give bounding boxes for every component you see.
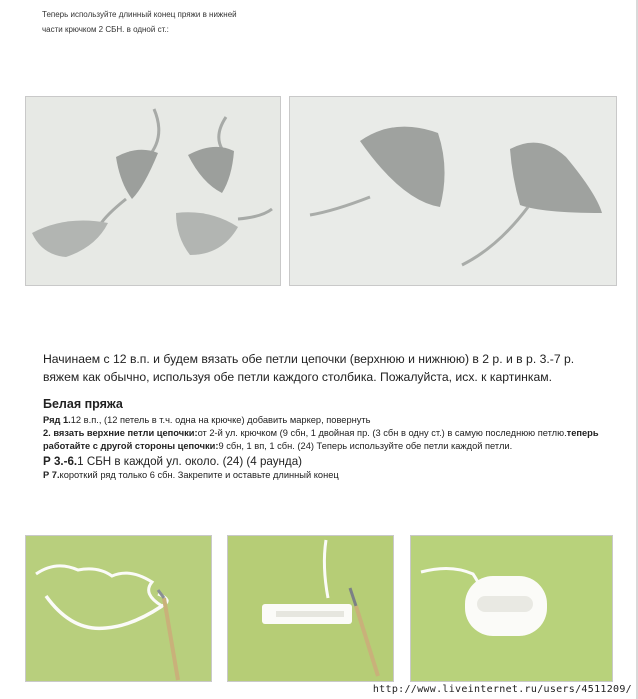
row-2-label: 2. вязать верхние петли цепочки: — [43, 428, 198, 439]
row-2-text-b: 9 сбн, 1 вп, 1 сбн. (24) Теперь используйте обе петли каждой петли. — [218, 441, 513, 452]
watermark-url: http://www.liveinternet.ru/users/4511209/ — [372, 684, 632, 695]
row-1-text: 12 в.п., (12 петель в т.ч. одна на крючке) добавить маркер, повернуть — [70, 415, 371, 425]
photo-white-oval — [410, 535, 613, 682]
photo-white-rows — [227, 535, 394, 682]
photo-gray-triangles-with-yarn — [25, 96, 281, 286]
photo-white-chain — [25, 535, 212, 682]
row-1 — [43, 414, 603, 427]
section-title: Белая пряжа — [43, 397, 123, 411]
row-7-text: короткий ряд только 6 сбн. Закрепите и оставьте длинный конец — [59, 469, 339, 480]
row-3-6 — [43, 454, 603, 469]
row-2 — [43, 427, 603, 453]
photo-gray-triangles-closeup — [289, 96, 617, 286]
intro-text: Начинаем с 12 в.п. и будем вязать обе петли цепочки (верхнюю и нижнюю) в 2 р. и в р. 3.-7 р. вяжем как обычно, используя обе петли каждого столбика. Пожалуйста, исх. к картинкам. — [43, 352, 575, 384]
row-7 — [43, 469, 603, 482]
row-3-6-label: Р 3.-6. — [43, 454, 78, 468]
row-1-label: Ряд 1. — [43, 415, 71, 425]
top-note-line1: Теперь используйте длинный конец пряжи в нижней — [42, 10, 237, 19]
row-2-label-b: теперь работайте с другой стороны цепочки: — [43, 428, 599, 452]
top-note-line2: части крючком 2 СБН. в одной ст.: — [42, 25, 169, 34]
top-note — [42, 7, 302, 37]
row-2-text: от 2-й ул. крючком (9 сбн, 1 двойная пр. (3 сбн в одну ст.) в самую последнюю петлю. — [197, 428, 567, 439]
pattern-rows — [43, 414, 603, 482]
row-7-label: Р 7. — [43, 469, 60, 480]
row-3-6-text: 1 СБН в каждой ул. около. (24) (4 раунда) — [77, 454, 303, 468]
